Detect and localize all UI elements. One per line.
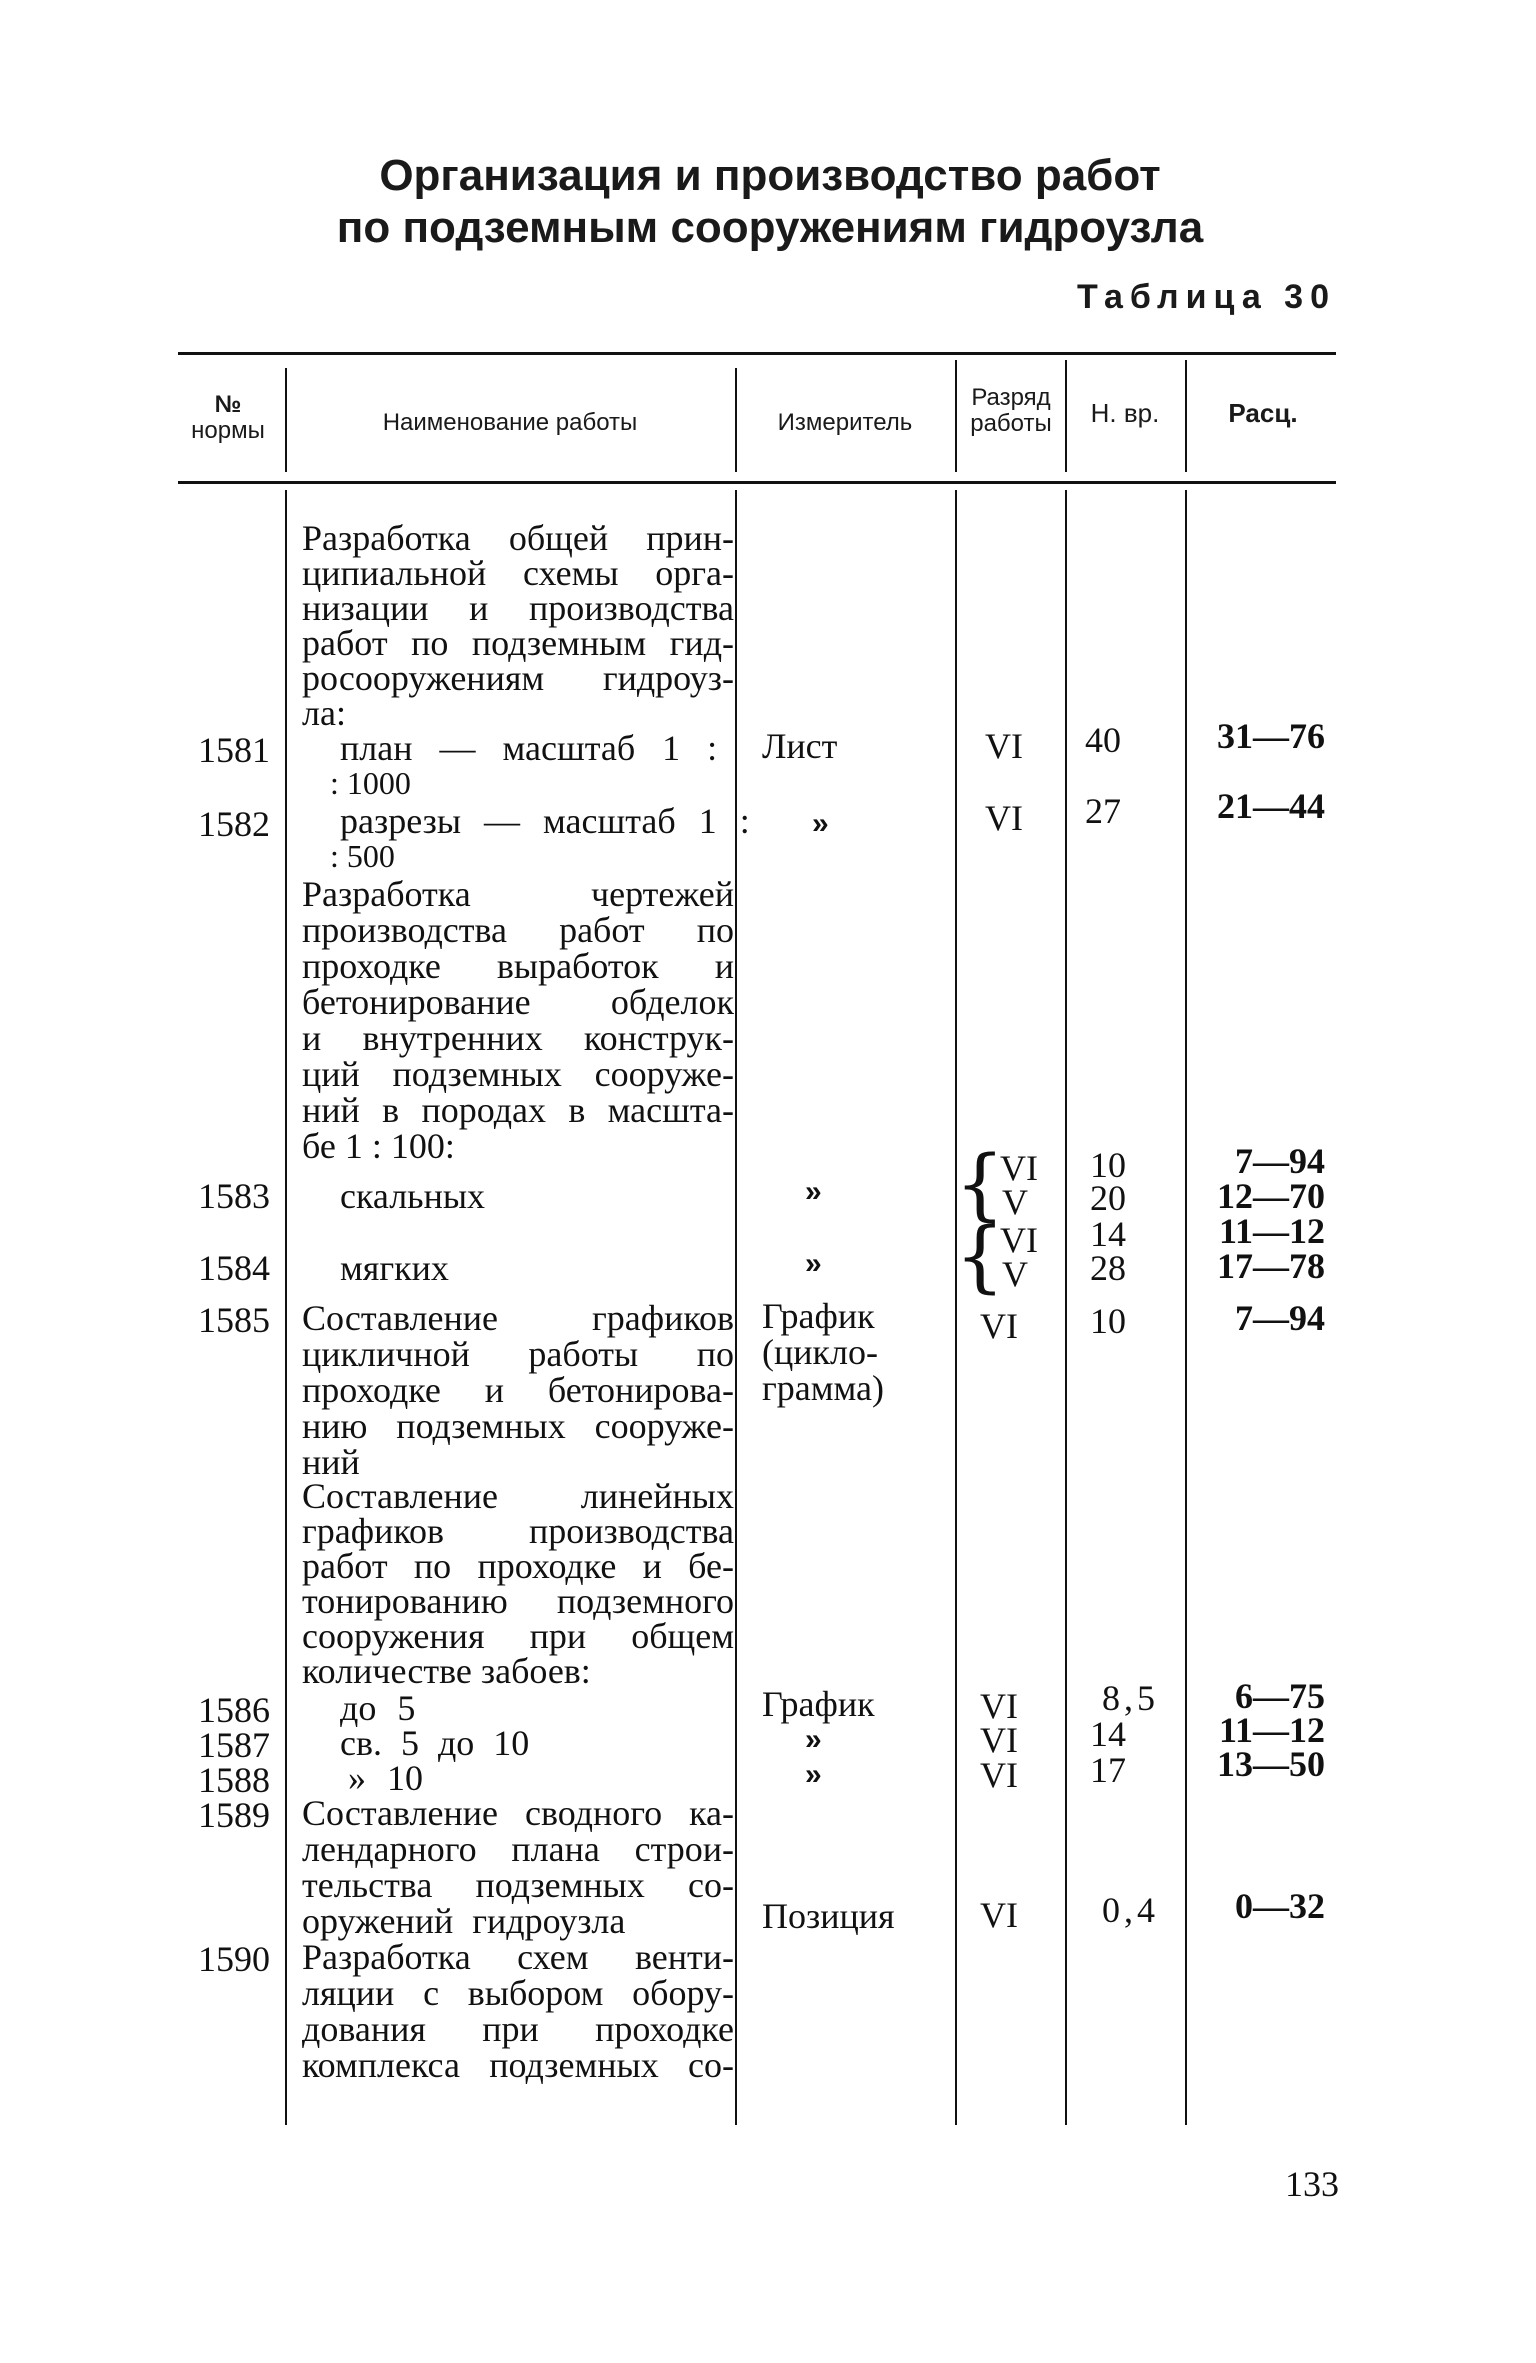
header-grade-line-1: Разряд: [971, 384, 1051, 411]
unit-ditto-mark: »: [812, 807, 829, 840]
norm-number: 1589: [198, 1795, 270, 1835]
title-line-1: Организация и производство работ: [379, 151, 1161, 200]
rate: 11—12: [1218, 1211, 1325, 1251]
description-line: бе 1 : 100:: [302, 1126, 455, 1166]
norm-number: 1590: [198, 1939, 270, 1979]
column-divider: [1065, 490, 1067, 2125]
grade: VI: [980, 1720, 1018, 1760]
rate: 6—75: [1235, 1676, 1325, 1716]
rate: 7—94: [1235, 1298, 1325, 1338]
description-line: Разработка схем венти-: [302, 1937, 734, 1977]
header-divider: [735, 368, 737, 472]
time-norm: 40: [1085, 720, 1121, 760]
norm-number: 1583: [198, 1176, 270, 1216]
unit: График: [762, 1296, 875, 1336]
rate: 7—94: [1235, 1141, 1325, 1181]
grade: V: [1002, 1254, 1028, 1294]
rate: 31—76: [1217, 716, 1325, 756]
description-line: бетонирование обделок: [302, 982, 734, 1022]
grade: VI: [985, 798, 1023, 838]
header-norm-number-symbol: №: [214, 391, 242, 418]
work-name: скальных: [340, 1176, 486, 1216]
time-norm: 14: [1090, 1214, 1126, 1254]
brace-icon: {: [955, 1140, 1005, 1230]
header-norm-number-word: нормы: [191, 417, 265, 444]
description-line: производства работ по: [302, 910, 734, 950]
norm-number: 1587: [198, 1725, 270, 1765]
description-line: Составление линейных: [302, 1476, 734, 1516]
description-line: работ по проходке и бе-: [302, 1546, 734, 1586]
unit-ditto-mark: »: [805, 1758, 822, 1791]
header-work-name: Наименование работы: [382, 409, 638, 436]
norm-number: 1588: [198, 1760, 270, 1800]
title-line-2: по подземным сооружениям гидроузла: [336, 203, 1204, 252]
description-line: ний в породах в масшта-: [302, 1090, 734, 1130]
time-norm: 17: [1090, 1750, 1126, 1790]
header-grade-line-2: работы: [970, 410, 1052, 437]
time-norm: 27: [1085, 791, 1121, 831]
time-norm: 10: [1090, 1145, 1126, 1185]
description-line: графиков производства: [302, 1511, 734, 1551]
page-title: [230, 150, 1310, 254]
grade: VI: [980, 1755, 1018, 1795]
description-line: оружений гидроузла: [302, 1901, 626, 1941]
description-line: проходке и бетонирова-: [302, 1370, 734, 1410]
description-line: Составление графиков: [302, 1298, 734, 1338]
header-norm-number: [178, 392, 278, 444]
header-rate: Расц.: [1228, 398, 1298, 428]
work-name: мягких: [340, 1248, 449, 1288]
unit: Позиция: [762, 1896, 895, 1936]
time-norm: 10: [1090, 1301, 1126, 1341]
time-norm: 0,4: [1102, 1890, 1159, 1930]
work-name-line: : 1000: [330, 765, 411, 801]
unit: Лист: [762, 726, 838, 766]
description-line: Составление сводного ка-: [302, 1793, 734, 1833]
description-line: количестве забоев:: [302, 1651, 591, 1691]
header-divider: [1065, 360, 1067, 472]
table-top-rule: [178, 352, 1336, 355]
rate: 17—78: [1217, 1246, 1325, 1286]
description-line: росооружениям гидроуз-: [302, 658, 734, 698]
rate: 0—32: [1235, 1886, 1325, 1926]
norm-number: 1585: [198, 1300, 270, 1340]
column-divider: [285, 490, 287, 2125]
header-unit: Измеритель: [777, 409, 913, 436]
work-name: [340, 730, 730, 766]
norm-number: 1586: [198, 1690, 270, 1730]
description-line: Разработка общей прин-: [302, 518, 734, 558]
description-line: лендарного плана строи-: [302, 1829, 734, 1869]
unit: График: [762, 1684, 875, 1724]
description-line: ляции с выбором обору-: [302, 1973, 734, 2013]
grade: VI: [985, 726, 1023, 766]
description-line: ла:: [302, 693, 346, 733]
rate: 13—50: [1217, 1744, 1325, 1784]
header-grade: [960, 385, 1062, 437]
description-line: ний: [302, 1442, 360, 1482]
time-norm: 28: [1090, 1248, 1126, 1288]
description-line: работ по подземным гид-: [302, 623, 734, 663]
description-line: низации и производства: [302, 588, 734, 628]
description-line: проходке выработок и: [302, 946, 734, 986]
description-line: Разработка чертежей: [302, 874, 734, 914]
header-divider: [1185, 360, 1187, 472]
grade: V: [1002, 1182, 1028, 1222]
page-number: 133: [1285, 2164, 1339, 2204]
rate: 21—44: [1217, 786, 1325, 826]
grade: VI: [980, 1686, 1018, 1726]
rate: 11—12: [1218, 1710, 1325, 1750]
unit: грамма): [762, 1368, 885, 1408]
description-line: ципиальной схемы орга-: [302, 553, 734, 593]
unit-ditto-mark: »: [805, 1247, 822, 1280]
work-name: » 10: [348, 1758, 423, 1798]
description-line: дования при проходке: [302, 2009, 734, 2049]
unit-ditto-mark: »: [805, 1175, 822, 1208]
norm-number: 1581: [198, 730, 270, 770]
column-divider: [955, 490, 957, 2125]
time-norm: 14: [1090, 1714, 1126, 1754]
work-name: до 5: [340, 1688, 416, 1728]
unit-ditto-mark: »: [805, 1723, 822, 1756]
column-divider: [735, 490, 737, 2125]
work-name-line: : 500: [330, 838, 395, 874]
table-label: Таблица 30: [1077, 278, 1336, 316]
header-divider: [285, 368, 287, 472]
description-line: нию подземных сооруже-: [302, 1406, 734, 1446]
description-line: и внутренних конструк-: [302, 1018, 734, 1058]
grade: VI: [980, 1895, 1018, 1935]
work-name: св. 5 до 10: [340, 1723, 530, 1763]
description-line: комплекса подземных со-: [302, 2045, 734, 2085]
time-norm: 8,5: [1102, 1678, 1159, 1718]
norm-number: 1584: [198, 1248, 270, 1288]
norm-number: 1582: [198, 804, 270, 844]
grade: VI: [980, 1306, 1018, 1346]
header-divider: [955, 360, 957, 472]
grade: VI: [1000, 1148, 1038, 1188]
header-time-norm: Н. вр.: [1090, 398, 1160, 428]
description-line: ций подземных сооруже-: [302, 1054, 734, 1094]
work-name-line: план — масштаб 1 :: [340, 728, 718, 768]
description-line: тельства подземных со-: [302, 1865, 734, 1905]
work-name-line: разрезы — масштаб 1 :: [340, 801, 750, 841]
description-line: тонированию подземного: [302, 1581, 734, 1621]
rate: 12—70: [1217, 1176, 1325, 1216]
description-line: сооружения при общем: [302, 1616, 734, 1656]
description-line: цикличной работы по: [302, 1334, 734, 1374]
time-norm: 20: [1090, 1178, 1126, 1218]
header-bottom-rule: [178, 481, 1336, 484]
brace-icon: {: [955, 1212, 1005, 1302]
grade: VI: [1000, 1220, 1038, 1260]
unit: (цикло-: [762, 1332, 878, 1372]
